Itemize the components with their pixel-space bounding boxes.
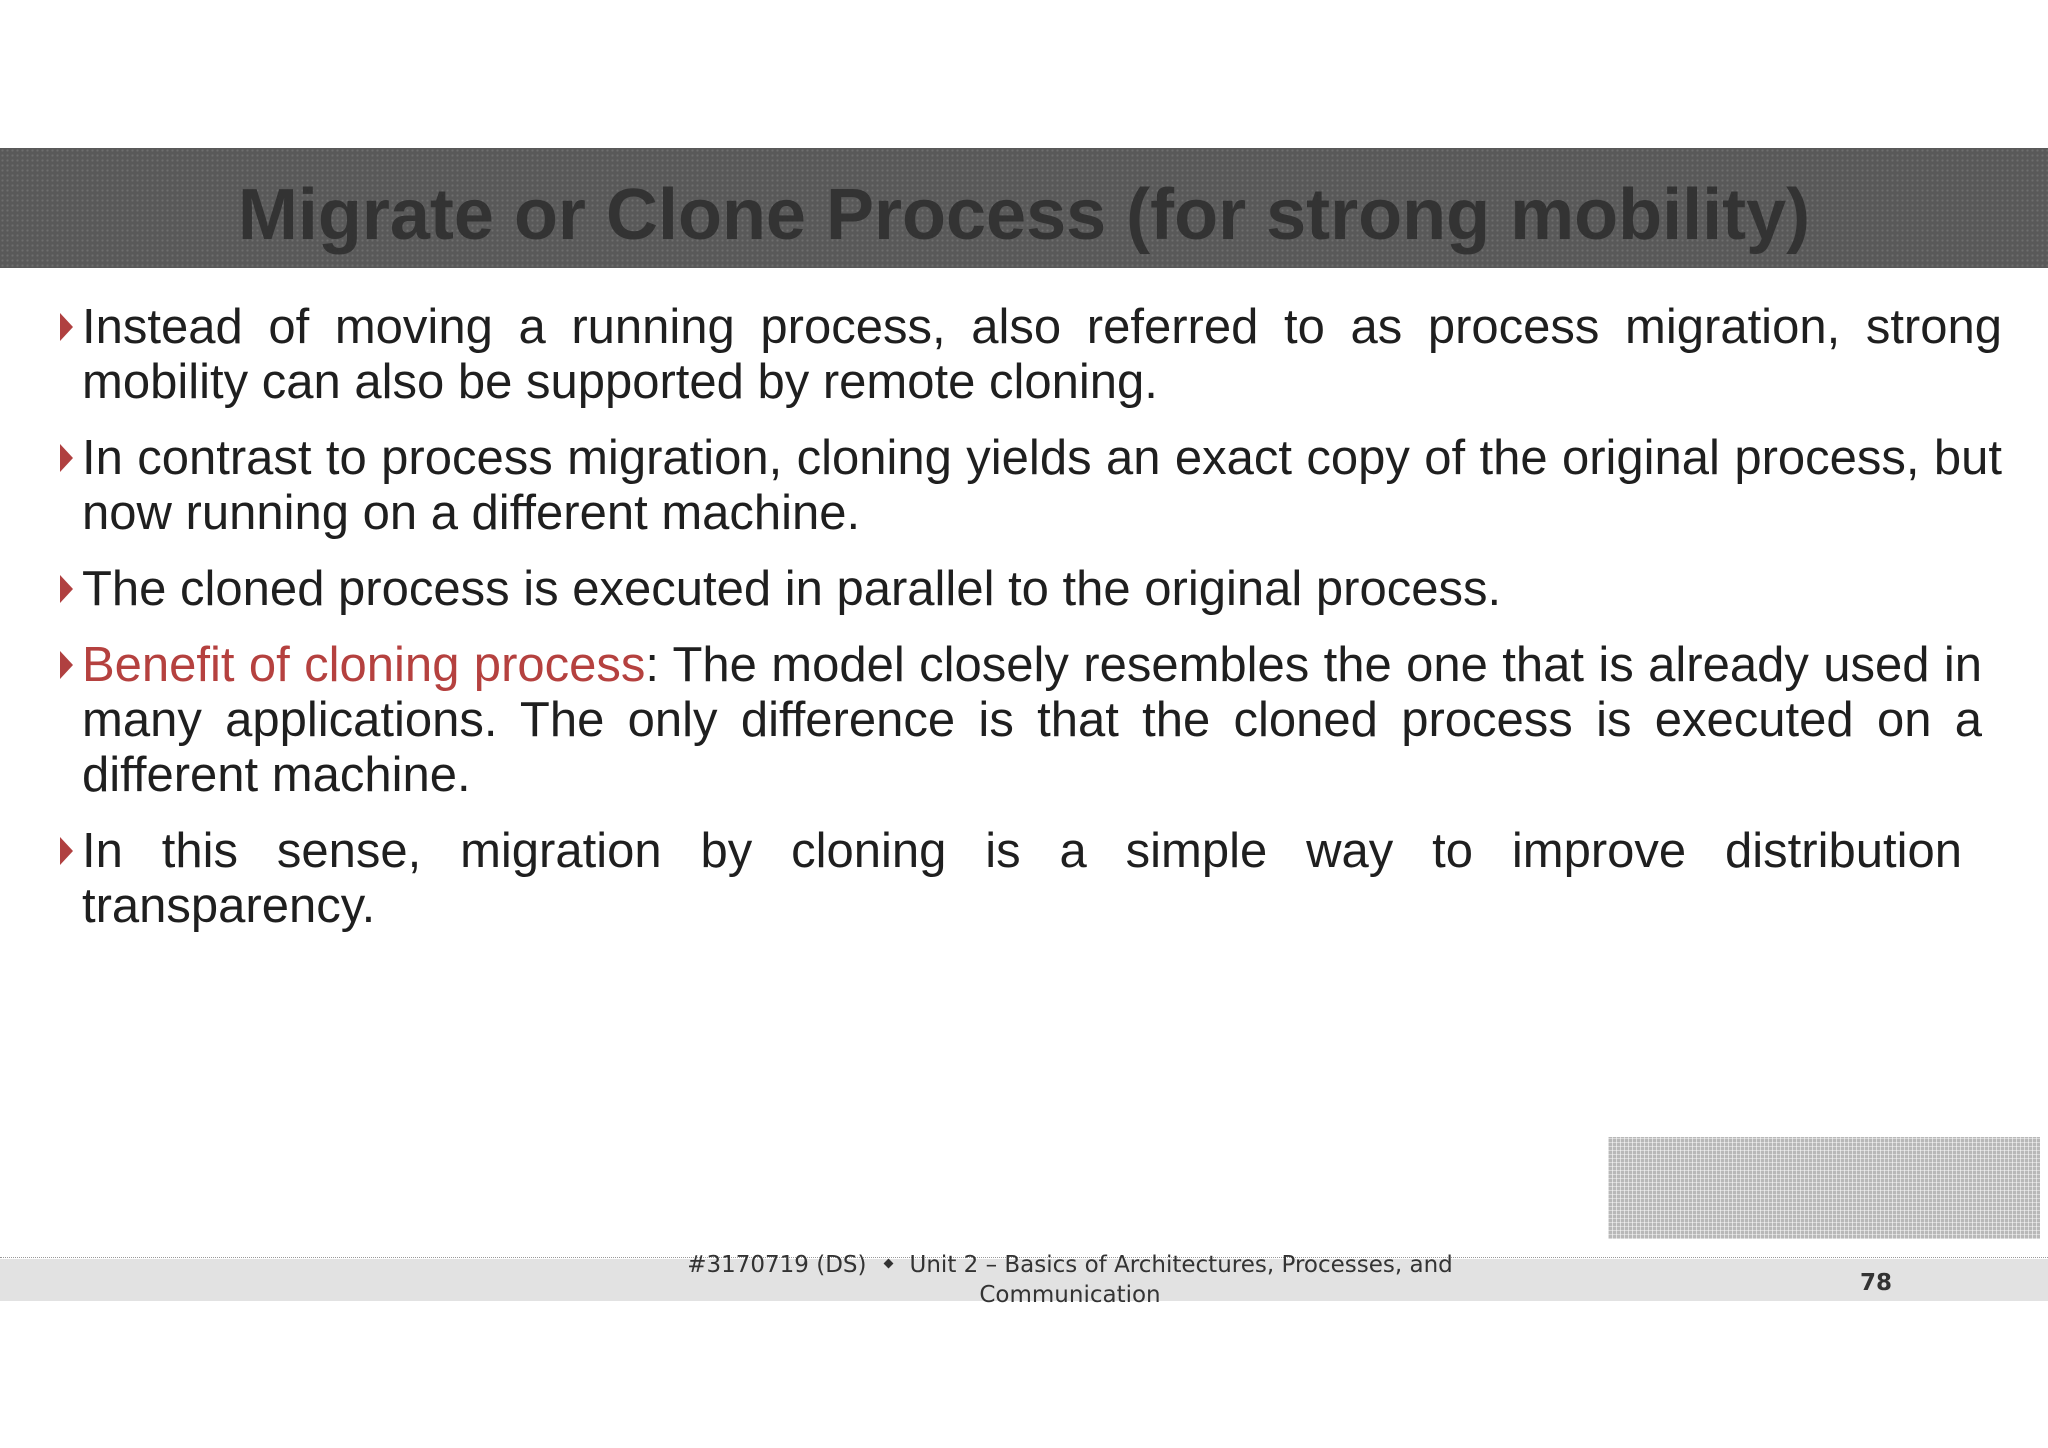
triangle-right-icon <box>60 651 73 679</box>
bullet-list <box>52 300 2002 934</box>
bullet-item <box>52 431 2002 541</box>
bullet-item <box>52 824 1962 934</box>
bullet-text: In contrast to process migration, cloning yields an exact copy of the original process, but now running on a different machine. <box>82 431 2002 540</box>
page-number: 78 <box>1859 1270 1892 1296</box>
footer-course-code: #3170719 (DS) <box>687 1252 867 1278</box>
triangle-right-icon <box>60 444 73 472</box>
footer-unit-title: Unit 2 – Basics of Architectures, Processes, and Communication <box>909 1252 1453 1308</box>
footer-course-info <box>660 1250 1480 1310</box>
triangle-right-icon <box>60 575 73 603</box>
bullet-text: Instead of moving a running process, also referred to as process migration, strong mobility can also be supported by remote cloning. <box>82 300 2002 409</box>
triangle-right-icon <box>60 313 73 341</box>
triangle-right-icon <box>60 837 73 865</box>
bullet-text: : The model closely resembles the one that is already used in many applications. The only difference is that the cloned process is executed on a different machine. <box>82 638 1983 802</box>
bullet-item <box>52 638 1982 803</box>
bullet-text: In this sense, migration by cloning is a simple way to improve distribution transparency. <box>82 824 1962 933</box>
diamond-icon <box>883 1259 893 1269</box>
slide-title: Migrate or Clone Process (for strong mobility) <box>237 175 1811 255</box>
bullet-text: The cloned process is executed in parallel to the original process. <box>82 562 1502 616</box>
bullet-item <box>52 300 2002 410</box>
bullet-item <box>52 562 2002 617</box>
bullet-highlight: Benefit of cloning process <box>82 638 646 692</box>
logo-placeholder <box>1608 1137 2040 1239</box>
